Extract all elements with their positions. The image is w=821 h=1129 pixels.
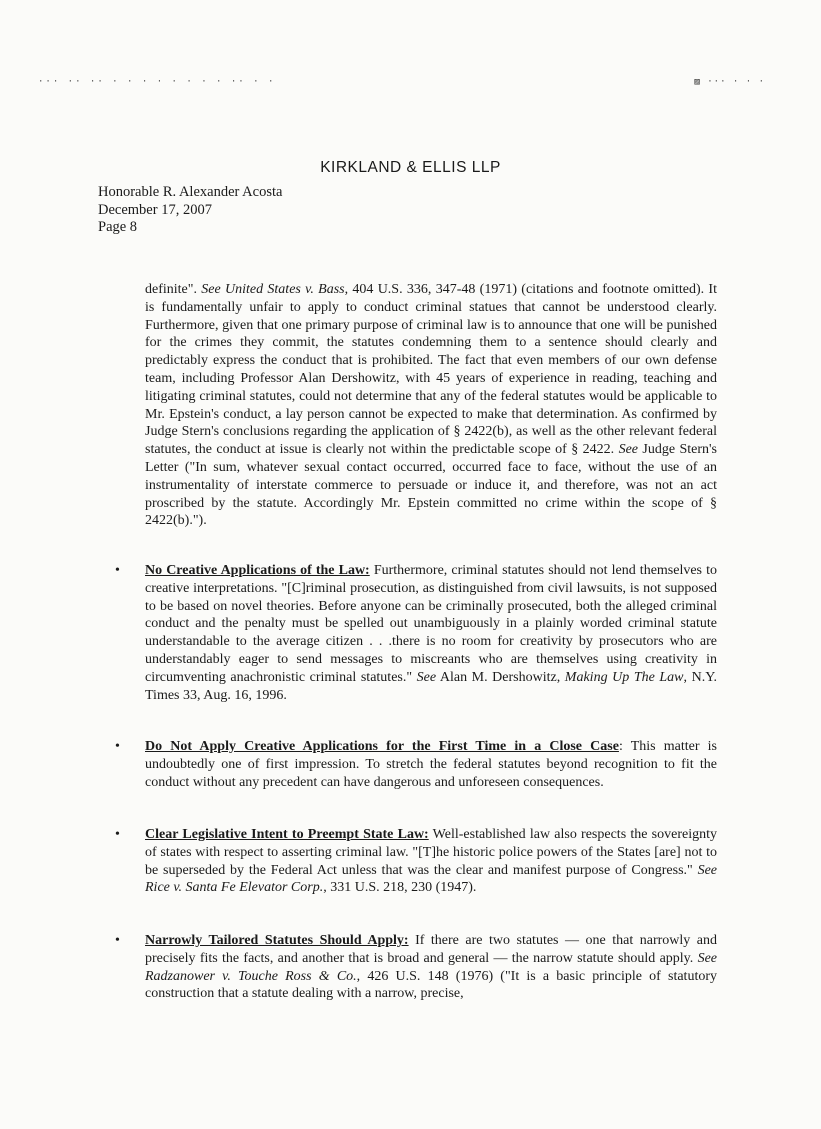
case-citation: See Radzanower v. Touche Ross & Co. [145,950,717,984]
bullet-text: , N.Y. Times 33, Aug. 16, 1996. [145,669,718,703]
bullet-heading: Do Not Apply Creative Applications for the First Time in a Close Case [145,739,619,754]
recipient-line: Honorable R. Alexander Acosta [98,184,283,200]
paragraph-text: definite". [145,282,202,297]
bullet-marker: • [115,827,120,842]
body-paragraph [145,281,717,530]
case-citation: See United States v. Bass [201,282,345,297]
bullet-text: If there are two statutes — one that narrowly and precisely fits the facts, and another that is broad and general — the narrow statute should apply. [145,933,717,966]
article-title: Making Up The Law [564,669,684,685]
date-line: December 17, 2007 [98,201,212,218]
bullet-heading: Narrowly Tailored Statutes Should Apply: [145,933,409,948]
bullet-text: , 426 U.S. 148 (1976) ("It is a basic principle of statutory construction that a statute dealing with a narrow, precise, [145,968,717,1002]
bullet-item-legislative-intent [145,826,717,897]
bullet-heading: No Creative Applications of the Law: [145,563,370,578]
bullet-marker: • [115,739,120,754]
bullet-text: Well-established law also respects the sovereignty of states with respect to asserting criminal law. "[T]he historic police powers of the States [are] not to be superseded by the Federal Act unless that was the clear and manifest purpose of Congress." [145,827,717,878]
citation-signal: See [618,442,638,458]
paragraph-text: Judge Stern's Letter ("In sum, whatever sexual contact occurred, occurred face to face, without the use of an instrumentality of interstate commerce to persuade or induce it, and therefore, was not an act proscribed by the statute. Accordingly Mr. Epstein committed no crime within the scope of § 2422(b)."). [145,442,718,529]
address-block [98,184,282,237]
bullet-item-first-time [145,738,717,791]
fax-header-right: ▨ ··· · · · [694,77,765,87]
bullet-heading: Clear Legislative Intent to Preempt State Law: [145,827,429,842]
bullet-text: Furthermore, criminal statutes should not lend themselves to creative interpretations. "[C]riminal prosecution, as distinguished from civil lawsuits, is not supposed to be based on novel theories. Before anyone can be criminally prosecuted, both the alleged criminal conduct and the penalty must be spelled out unambiguously in a plainly worded criminal statute understandable to the average citizen . . .there is no room for creativity by prosecutors who are understandably eager to send messages to miscreants who are themselves using creativity in circumventing anachronistic criminal statutes." [145,563,717,685]
bullet-item-narrow-statutes [145,932,717,1003]
bullet-text: : This matter is undoubtedly one of first impression. To stretch the federal statutes beyond recognition to fit the conduct without any precedent can have dangerous and unforeseen consequences. [145,739,717,790]
bullet-text: Alan M. Dershowitz, [436,669,565,685]
bullet-item-creative-applications [145,562,717,704]
bullet-marker: • [115,933,120,948]
bullet-text: , 331 U.S. 218, 230 (1947). [323,880,477,896]
citation-signal: See [416,669,437,685]
fax-header-left: ··· ·· ·· · · · · · · · · ·· · · [38,77,276,87]
page-number-line: Page 8 [98,219,138,235]
paragraph-text: , 404 U.S. 336, 347-48 (1971) (citations and footnote omitted). It is fundamentally unfair to apply to conduct criminal statues that cannot be understood clearly. Furthermore, given that one primary purpose of criminal law is to announce that one will be punished for the crimes they commit, the statutes condemning them to a sentence should clearly and predictably express the conduct that is prohibited. The fact that even members of our own defense team, including Professor Alan Dershowitz, with 45 years of experience in reading, teaching and litigating criminal statutes, could not determine that any of the federal statutes would be applicable to Mr. Epstein's conduct, a lay person cannot be expected to make that determination. As confirmed by Judge Stern's conclusions regarding the application of § 2422(b), as well as the other relevant federal statutes, the conduct at issue is clearly not within the predictable scope of § 2422. [145,282,717,458]
case-citation: See Rice v. Santa Fe Elevator Corp. [145,862,717,896]
bullet-marker: • [115,563,120,578]
firm-letterhead: KIRKLAND & ELLIS LLP [320,159,501,176]
